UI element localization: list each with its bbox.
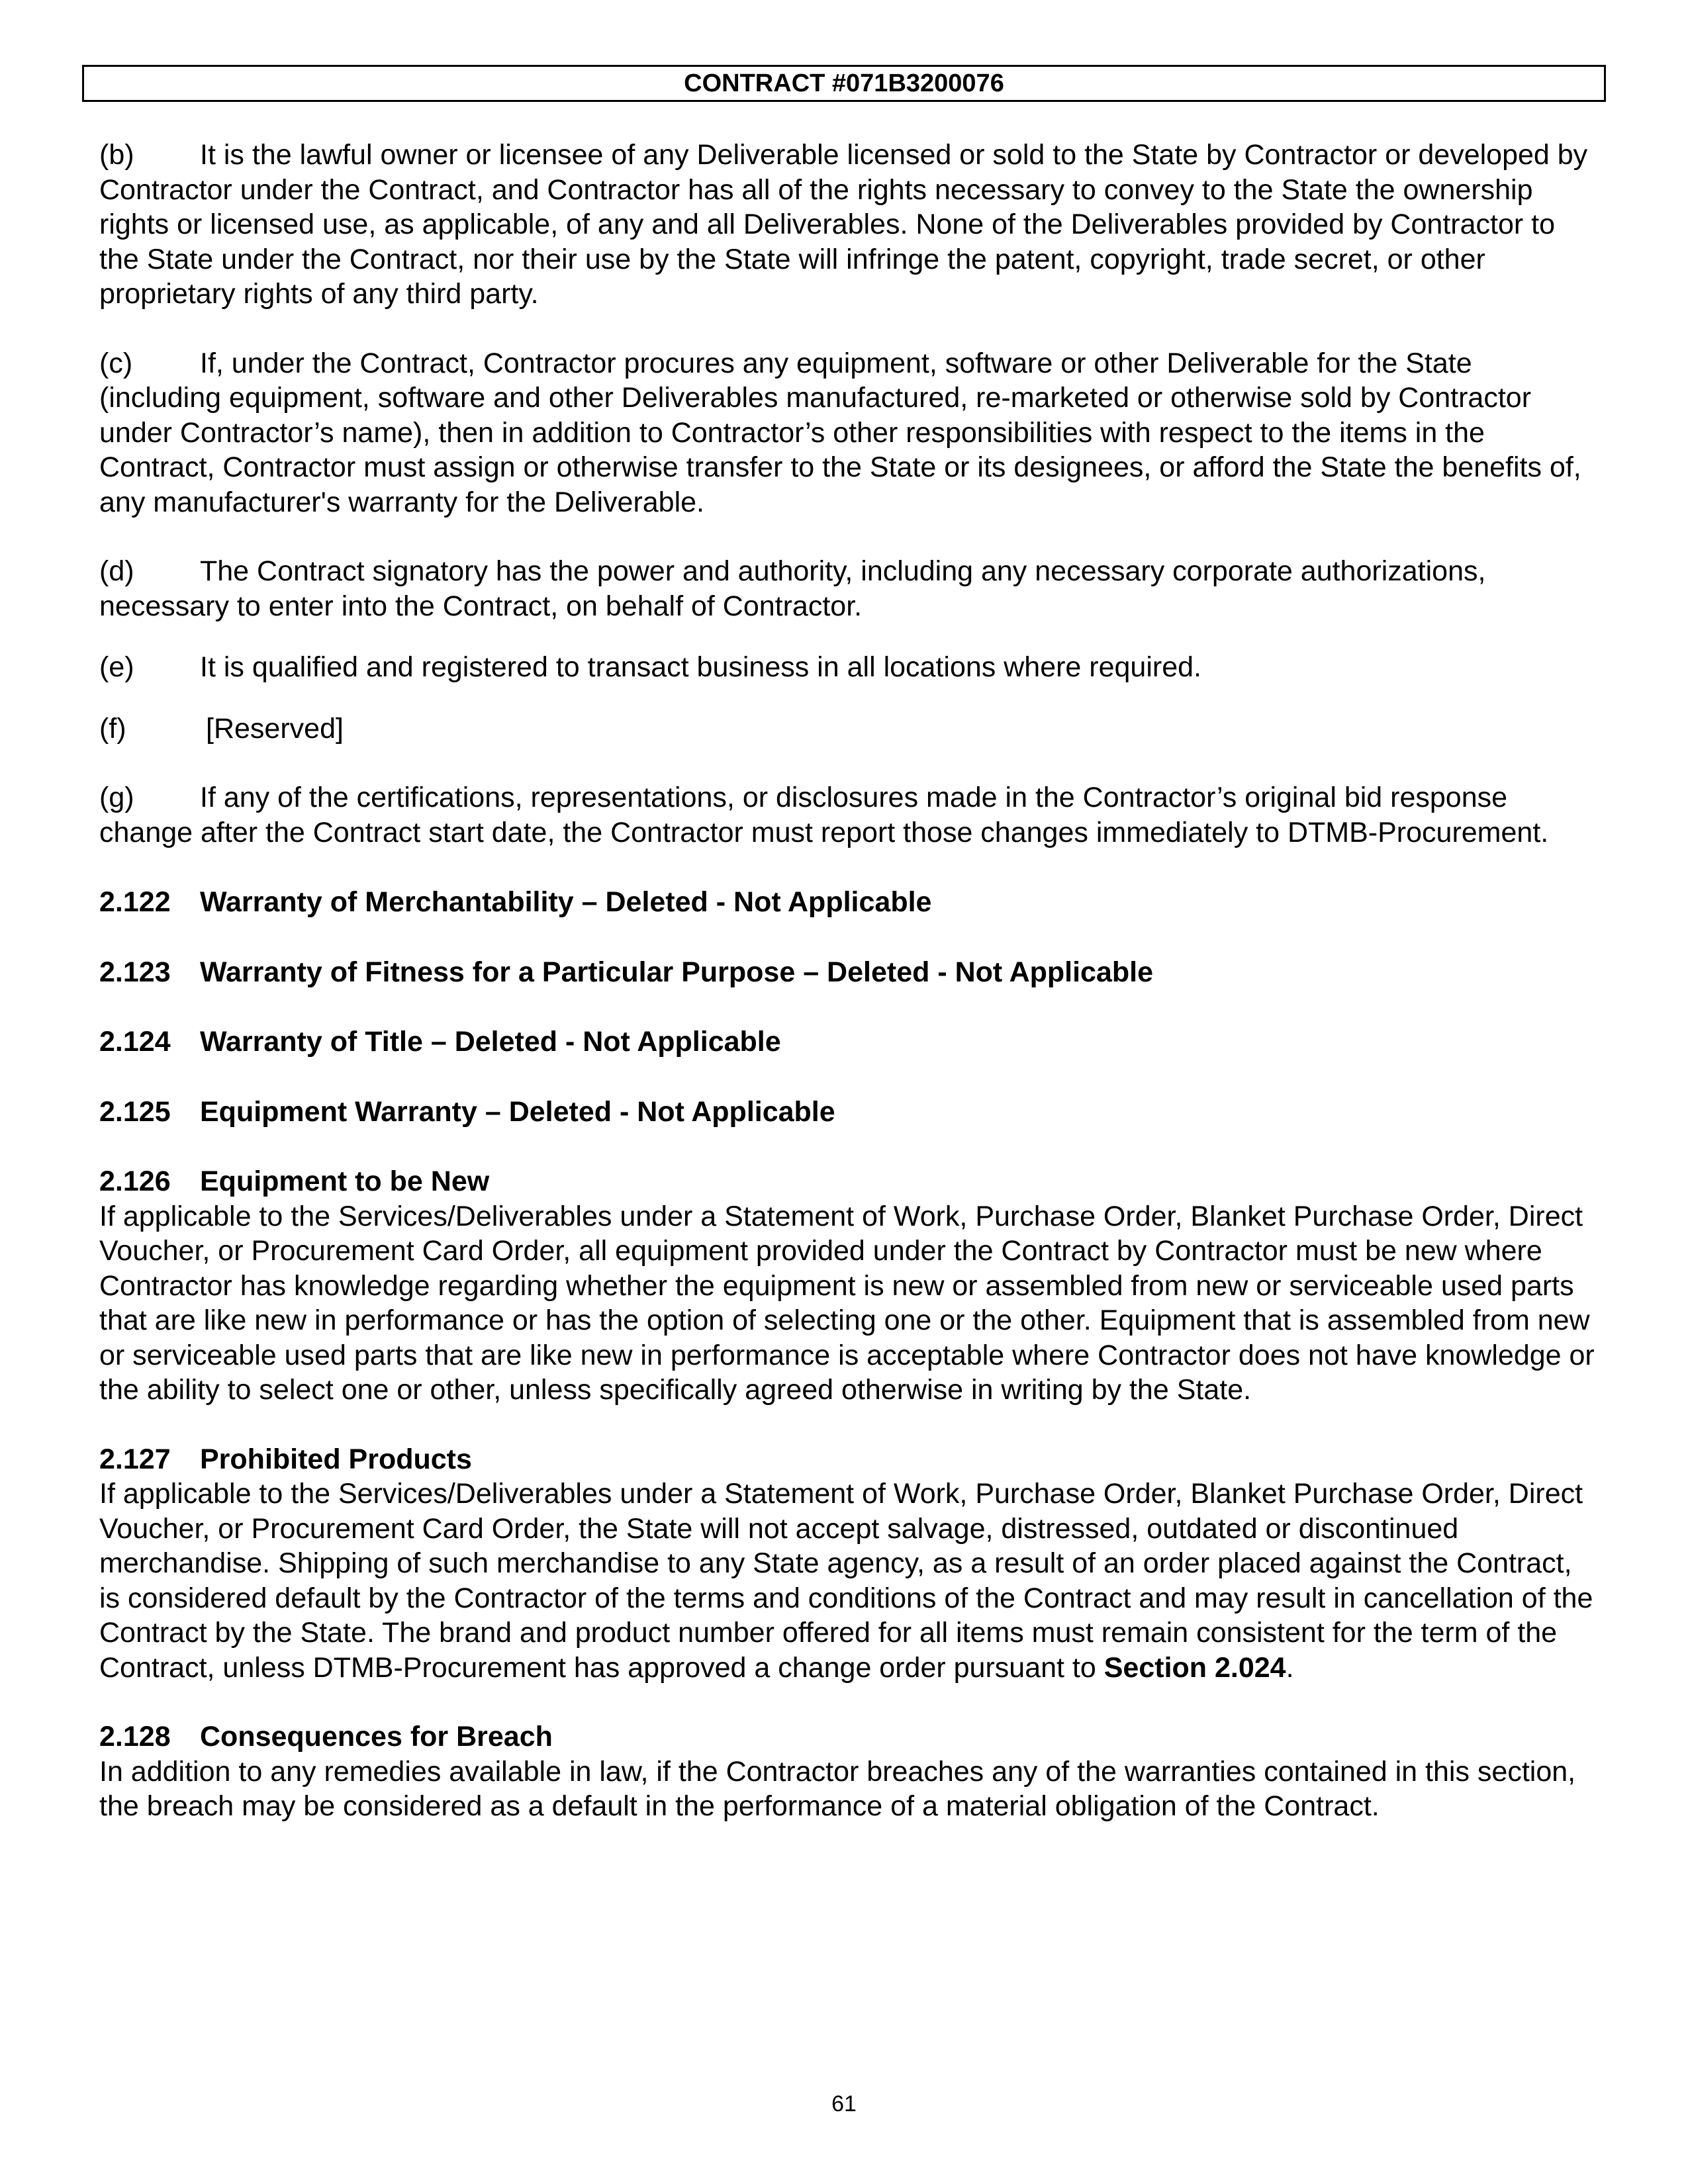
section-body-text: If applicable to the Services/Deliverables under a Statement of Work, Purchase Order, Blanket Purchase Order, Direct Voucher, or Procurement Card Order, the State will not accept salvage, distressed, outdated or discontinued merchandise. Shipping of such merchandise to any State agency, as a result of an order placed against the Contract, is considered default by the Contractor of the terms and conditions of the Contract and may result in cancellation of the Contract by the State. The brand and product number offered for all items must remain consistent for the term of the Contract, unless DTMB-Procurement has approved a change order pursuant to <box>99 1478 1593 1684</box>
item-text: The Contract signatory has the power and authority, including any necessary corporate authorizations, necessary to enter into the Contract, on behalf of Contractor. <box>99 555 1486 622</box>
section-number: 2.125 <box>99 1095 171 1128</box>
section-number: 2.124 <box>99 1026 171 1058</box>
section-number: 2.122 <box>99 886 171 918</box>
section-number: 2.123 <box>99 956 171 988</box>
section-number: 2.127 <box>99 1443 171 1475</box>
list-item-g <box>99 780 1595 850</box>
item-label: (c) <box>99 347 133 379</box>
section-body-2-127 <box>99 1477 1595 1685</box>
section-body-end: . <box>1286 1651 1294 1684</box>
list-item-e <box>99 650 1595 685</box>
section-heading-2-124 <box>99 1024 1595 1060</box>
item-label: (f) <box>99 712 126 745</box>
item-label: (b) <box>99 139 134 171</box>
section-title: Warranty of Title – Deleted - Not Applicable <box>200 1026 781 1058</box>
section-reference-link-text: Section 2.024 <box>1103 1651 1286 1684</box>
section-number: 2.126 <box>99 1165 171 1197</box>
list-item-d <box>99 554 1595 623</box>
item-label: (g) <box>99 782 134 813</box>
page-number: 61 <box>831 2091 857 2116</box>
page-content <box>99 138 1595 1824</box>
section-heading-2-123 <box>99 955 1595 990</box>
section-title: Equipment Warranty – Deleted - Not Applicable <box>200 1095 835 1128</box>
item-text: If, under the Contract, Contractor procures any equipment, software or other Deliverable for the State (including equipment, software and other Deliverables manufactured, re-marketed or otherwise sold by Contractor under Contractor’s name), then in addition to Contractor’s other responsibilities with respect to the items in the Contract, Contractor must assign or otherwise transfer to the State or its designees, or afford the State the benefits of, any manufacturer's warranty for the Deliverable. <box>99 347 1581 518</box>
list-item-b <box>99 138 1595 312</box>
section-heading-2-127 <box>99 1442 1595 1477</box>
item-text: If any of the certifications, representations, or disclosures made in the Contractor’s original bid response change after the Contract start date, the Contractor must report those changes immediately to DTMB-Procurement. <box>99 782 1549 848</box>
item-label: (e) <box>99 651 134 683</box>
section-title: Equipment to be New <box>200 1165 490 1197</box>
list-item-c <box>99 346 1595 520</box>
section-title: Warranty of Merchantability – Deleted - Not Applicable <box>200 886 932 918</box>
list-item-f <box>99 711 1595 747</box>
section-heading-2-126 <box>99 1164 1595 1199</box>
section-heading-2-128 <box>99 1719 1595 1754</box>
item-text: It is the lawful owner or licensee of any Deliverable licensed or sold to the State by Contractor or developed by Contractor under the Contract, and Contractor has all of the rights necessary to convey to the State the ownership rights or licensed use, as applicable, of any and all Deliverables. None of the Deliverables provided by Contractor to the State under the Contract, nor their use by the State will infringe the patent, copyright, trade secret, or other proprietary rights of any third party. <box>99 139 1588 310</box>
section-number: 2.128 <box>99 1721 171 1752</box>
section-heading-2-122 <box>99 885 1595 920</box>
item-text: It is qualified and registered to transact business in all locations where required. <box>200 651 1201 683</box>
contract-title: CONTRACT #071B3200076 <box>684 69 1004 97</box>
section-body-2-128: In addition to any remedies available in law, if the Contractor breaches any of the warranties contained in this section, the breach may be considered as a default in the performance of a material obligation of the Contract. <box>99 1755 1576 1822</box>
item-label: (d) <box>99 555 134 587</box>
section-title: Consequences for Breach <box>200 1721 553 1752</box>
section-title: Prohibited Products <box>200 1443 472 1475</box>
section-body-2-126: If applicable to the Services/Deliverables under a Statement of Work, Purchase Order, Blanket Purchase Order, Direct Voucher, or Procurement Card Order, all equipment provided under the Contract by Contractor must be new where Contractor has knowledge regarding whether the equipment is new or assembled from new or serviceable used parts that are like new in performance or has the option of selecting one or the other. Equipment that is assembled from new or serviceable used parts that are like new in performance is acceptable where Contractor does not have knowledge or the ability to select one or other, unless specifically agreed otherwise in writing by the State. <box>99 1200 1595 1406</box>
contract-header <box>82 65 1606 102</box>
item-text: [Reserved] <box>206 712 344 745</box>
section-title: Warranty of Fitness for a Particular Purpose – Deleted - Not Applicable <box>200 956 1154 988</box>
section-heading-2-125 <box>99 1095 1595 1130</box>
